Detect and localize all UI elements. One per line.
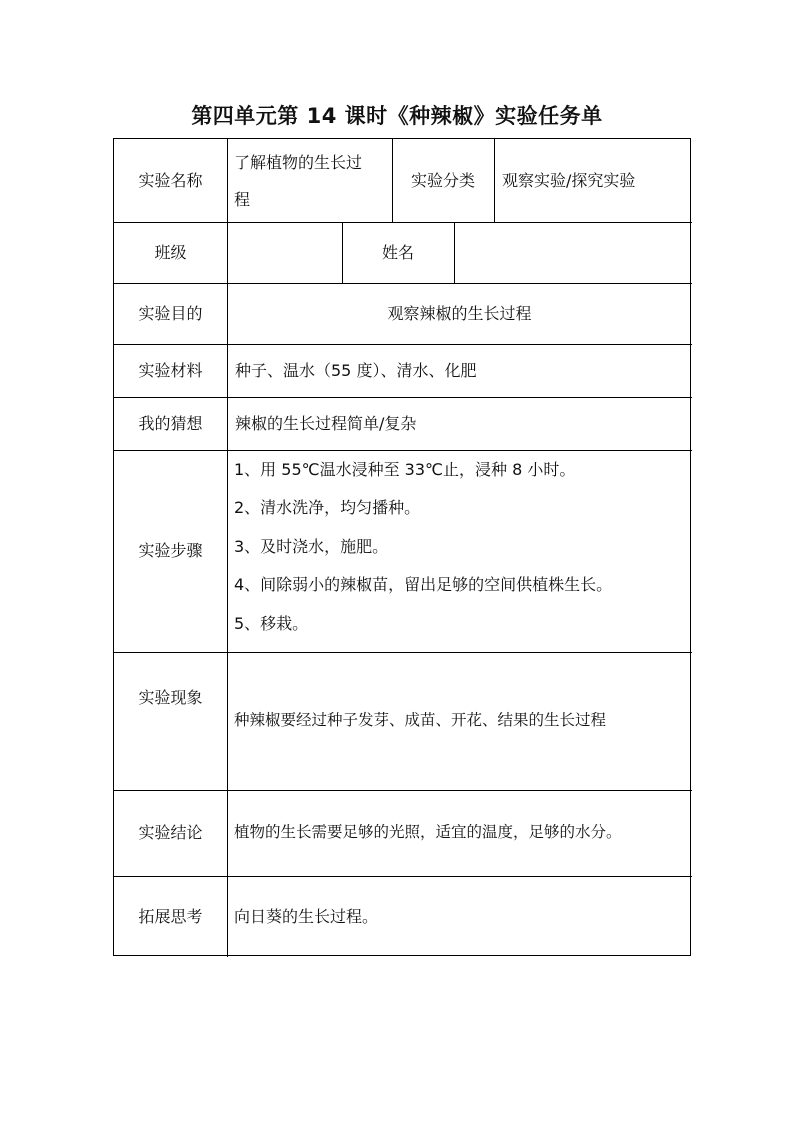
experiment-name-value: [227, 139, 392, 222]
class-label: 班级: [154, 242, 187, 262]
experiment-name-label: 实验名称: [138, 170, 203, 190]
step-item: 3、及时浇水，施肥。: [234, 536, 389, 556]
purpose-label: 实验目的: [138, 303, 203, 323]
student-name-label: 姓名: [381, 242, 414, 262]
step-item: 1、用 55℃温水浸种至 33℃止，浸种 8 小时。: [234, 460, 576, 479]
step-item: 4、间除弱小的辣椒苗，留出足够的空间供植株生长。: [234, 575, 613, 595]
materials-value: 种子、温水（55 度）、清水、化肥: [235, 360, 477, 380]
extension-label: 拓展思考: [138, 906, 203, 926]
worksheet-table: [113, 138, 691, 956]
purpose-value: 观察辣椒的生长过程: [387, 303, 532, 323]
steps-list: [227, 450, 692, 652]
phenomenon-value: 种辣椒要经过种子发芽、成苗、开花、结果的生长过程: [234, 711, 607, 730]
student-name-field[interactable]: [454, 222, 692, 283]
step-item: 2、清水洗净，均匀播种。: [234, 498, 421, 518]
hypothesis-label: 我的猜想: [138, 413, 203, 433]
worksheet-title: 第四单元第 14 课时《种辣椒》实验任务单: [191, 104, 603, 128]
hypothesis-value: 辣椒的生长过程简单/复杂: [235, 413, 417, 433]
phenomenon-label: 实验现象: [138, 688, 203, 707]
steps-label: 实验步骤: [138, 541, 203, 560]
class-field[interactable]: [227, 222, 342, 283]
conclusion-value: 植物的生长需要足够的光照，适宜的温度，足够的水分。: [234, 823, 622, 842]
conclusion-label: 实验结论: [138, 823, 203, 842]
experiment-category-value: 观察实验/探究实验: [502, 170, 636, 190]
extension-value: 向日葵的生长过程。: [234, 906, 379, 926]
experiment-name-line1: 了解植物的生长过: [234, 153, 363, 172]
step-item: 5、移栽。: [234, 613, 309, 633]
experiment-name-line2: 程: [234, 190, 251, 209]
materials-label: 实验材料: [138, 360, 203, 380]
experiment-category-label: 实验分类: [410, 170, 475, 190]
